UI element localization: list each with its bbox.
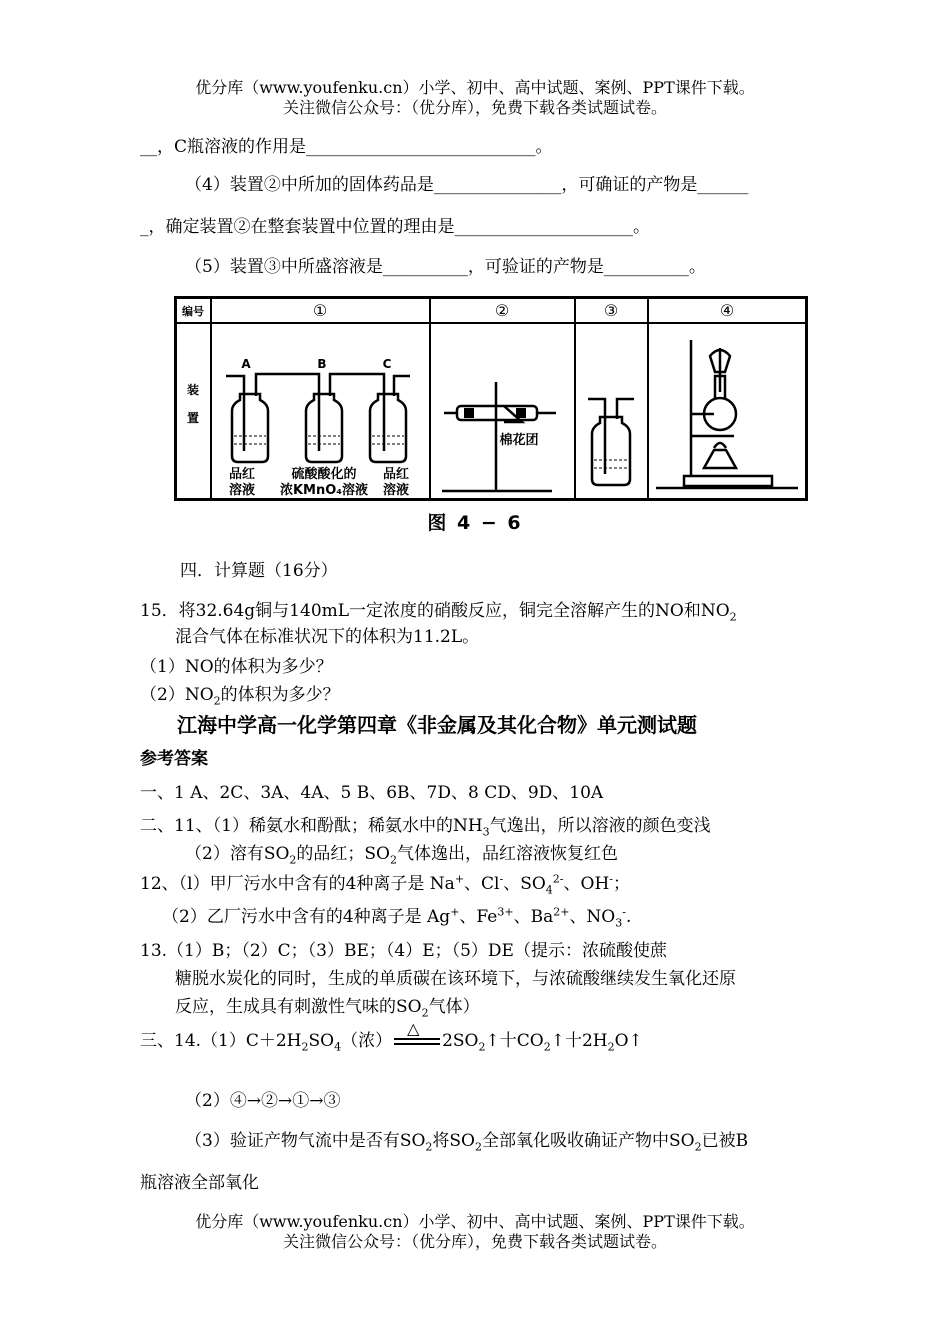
question-line-1: __，C瓶溶液的作用是___________________________。 bbox=[140, 137, 553, 157]
q15-line-1: 15．将32.64g铜与140mL一定浓度的硝酸反应，铜完全溶解产生的NO和$NO_2$ bbox=[140, 601, 737, 624]
bottle-3 bbox=[592, 417, 630, 485]
col-3-label: ③ bbox=[603, 301, 619, 320]
answer-line-2: 二、11、（1）稀氨水和酚酞；稀氨水中的$NH_3$气逸出，所以溶液的颜色变浅 bbox=[140, 816, 711, 839]
tube-3-in bbox=[588, 399, 605, 474]
bottle-c-letter: C bbox=[382, 357, 392, 371]
header-line-2: 关注微信公众号：（优分库），免费下载各类试题试卷。 bbox=[282, 98, 667, 117]
liquid-lines-3 bbox=[594, 460, 628, 468]
col-1-label: ① bbox=[312, 301, 328, 320]
tube-b-c bbox=[330, 374, 384, 451]
answer-line-12: 瓶溶液全部氧化 bbox=[140, 1173, 259, 1193]
bottle-a-label-1: 品红 bbox=[228, 467, 256, 482]
answer-line-6: 13.（1）B；（2）C；（3）BE；（4）E；（5）DE（提示：浓硫酸使蔗 bbox=[140, 941, 667, 961]
cotton-label: 棉花团 bbox=[499, 433, 539, 448]
bottle-b bbox=[306, 394, 342, 462]
question-line-3: _，确定装置②在整套装置中位置的理由是_____________________。 bbox=[140, 217, 650, 237]
bottle-b-letter: B bbox=[317, 357, 327, 371]
answer-line-8: 反应，生成具有刺激性气味的$SO_2$气体） bbox=[175, 997, 480, 1020]
tube-a-b bbox=[256, 374, 319, 451]
wash-bottle-3-group bbox=[588, 399, 634, 485]
figure-caption: 图 4 − 6 bbox=[427, 512, 523, 534]
answer-line-9: 三、$14.(1)C+2H_2SO_4$（浓） △ $2SO_2↑$十$CO_2↑$十$2H_2O↑$ bbox=[140, 1019, 643, 1054]
section-4-heading: 四．计算题（16分） bbox=[180, 561, 338, 581]
tube-a-in bbox=[226, 376, 244, 451]
wash-bottles-group bbox=[226, 374, 410, 462]
bottle-c-label-1: 品红 bbox=[382, 467, 410, 482]
apparatus-figure bbox=[174, 296, 808, 501]
double-line-upper bbox=[394, 1038, 440, 1040]
bottle-a bbox=[232, 394, 268, 462]
bottle-a-letter: A bbox=[241, 357, 251, 371]
q15-sub-1: （1）NO的体积为多少？ bbox=[140, 657, 333, 677]
bottle-a-label-2: 溶液 bbox=[228, 483, 256, 498]
header-line-1: 优分库（www.youfenku.cn）小学、初中、高中试题、案例、PPT课件下载。 bbox=[195, 78, 755, 97]
bottle-b-label-2: 浓KMnO₄溶液 bbox=[279, 483, 369, 498]
q15-line-2: 混合气体在标准状况下的体积为11.2L。 bbox=[175, 627, 480, 647]
answer-subtitle: 参考答案 bbox=[140, 749, 208, 769]
col-2-label: ② bbox=[494, 301, 510, 320]
bottle-c bbox=[370, 394, 406, 462]
answer-line-11: （3）验证产物气流中是否有$SO_2$将$SO_2$全部氧化吸收确证产物中$SO_2$已被B bbox=[185, 1131, 749, 1154]
footer-line-1: 优分库（www.youfenku.cn）小学、初中、高中试题、案例、PPT课件下载。 bbox=[195, 1212, 755, 1231]
question-line-2: （4）装置②中所加的固体药品是_______________，可确证的产物是______ bbox=[185, 175, 749, 195]
delta-symbol: △ bbox=[407, 1019, 420, 1038]
footer-line-2: 关注微信公众号：（优分库），免费下载各类试题试卷。 bbox=[282, 1232, 667, 1251]
answer-line-10: （2）④→②→①→③ bbox=[185, 1091, 341, 1111]
answer-line-3: （2）溶有$SO_2$的品红；$SO_2$气体逸出，品红溶液恢复红色 bbox=[185, 844, 618, 867]
bottle-b-label-1: 硫酸酸化的 bbox=[291, 467, 357, 482]
generator-group bbox=[656, 340, 798, 488]
answer-line-4: 12、（l）甲厂污水中含有的4种离子是 Na+、Cl-、$SO_4^{2-}$、OH-； bbox=[140, 872, 630, 897]
flame-4 bbox=[714, 443, 726, 448]
burner-4 bbox=[704, 450, 736, 468]
row-label-1: 装 bbox=[186, 383, 200, 397]
reaction-condition-sign bbox=[392, 1019, 442, 1052]
double-line-lower bbox=[394, 1043, 440, 1045]
stand-foot-4 bbox=[684, 476, 772, 486]
col-4-label: ④ bbox=[719, 301, 735, 320]
q15-sub-2: $(2)NO_2$的体积为多少？ bbox=[140, 685, 340, 708]
apparatus-diagram bbox=[174, 296, 808, 501]
bottle-c-label-2: 溶液 bbox=[382, 483, 410, 498]
answer-line-7: 糖脱水炭化的同时，生成的单质碳在该环境下，与浓硫酸继续发生氧化还原 bbox=[175, 969, 736, 989]
row-label-2: 置 bbox=[186, 411, 200, 425]
answer-title: 江海中学高一化学第四章《非金属及其化合物》单元测试题 bbox=[177, 713, 697, 737]
answer-line-1: 一、1 A、2C、3A、4A、5 B、6B、7D、8 CD、9D、10A bbox=[140, 783, 604, 803]
question-line-4: （5）装置③中所盛溶液是__________，可验证的产物是__________。 bbox=[185, 257, 706, 277]
answer-line-5: （2）乙厂污水中含有的4种离子是 Ag+、$Fe^{3+}$、$Ba^{2+}$、$NO_3^-$. bbox=[162, 905, 632, 930]
header-label-text: 编号 bbox=[182, 305, 204, 318]
